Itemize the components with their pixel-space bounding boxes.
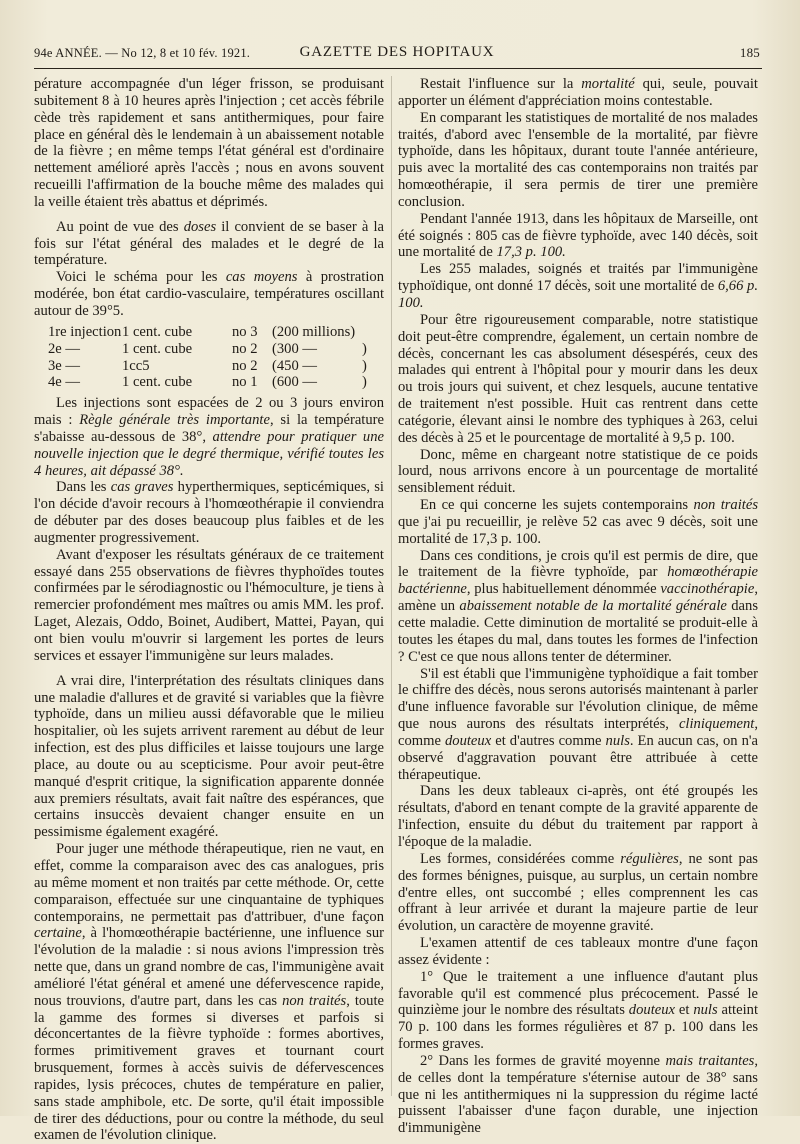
paragraph: L'examen attentif de ces tableaux montre d'une façon assez évidente : [398, 935, 758, 968]
column-divider [391, 76, 392, 1096]
paragraph: Donc, même en chargeant notre statistique de ce poids lourd, nous arrivons encore à un pourcentage de mortalité sensiblement réduit. [398, 446, 758, 497]
header-rule [34, 68, 762, 69]
paragraph: 2° Dans les formes de gravité moyenne mais traitantes, de celles dont la température s'éternise autour de 38° sans que ni les antithermiques ni la suppression du régime lacté puissent l'abaisser d'une façon durable, une injection d'immunigène [398, 1052, 759, 1137]
paragraph: Dans ces conditions, je crois qu'il est permis de dire, que le traitement de la fièvre typhoïde, par homœothérapie bactérienne, plus habituellement dénommée vaccinothérapie, amène un abaissement notable de la mortalité générale dans cette maladie. Cette diminution de mortalité se produit-elle à toutes les étapes du mal, dans toutes les formes de l'infection ? C'est ce que nous allons tenter de déterminer. [398, 547, 758, 665]
paragraph: Pendant l'année 1913, dans les hôpitaux de Marseille, ont été soignés : 805 cas de fièvre typhoïde, avec 140 décès, soit une mortalité de 17,3 p. 100. [398, 210, 758, 261]
table-row: 2e — 1 cent. cube no 2 (300 — ) [48, 340, 367, 357]
right-column [398, 76, 758, 1137]
dose-schema-table [34, 324, 384, 391]
paragraph: Les formes, considérées comme régulières, ne sont pas des formes bénignes, puisque, au surplus, un certain nombre d'entre elles, ont succombé ; elles comprennent les cas offrant à leur arrivée et durant la majeure partie de leur évolution, un caractère de moyenne gravité. [398, 850, 758, 935]
paragraph: Les injections sont espacées de 2 ou 3 jours environ mais : Règle générale très importante, si la température s'abaisse au-dessous de 38°, attendre pour pratiquer une nouvelle injection que le degré thermique, vérifié toutes les 4 heures, ait dépassé 38°. [34, 395, 385, 479]
paragraph: Au point de vue des doses il convient de se baser à la fois sur l'état général des malades et le degré de la température. [34, 218, 384, 269]
paragraph: En comparant les statistiques de mortalité de nos malades traités, d'abord avec l'ensemble de la mortalité, par fièvre typhoïde, dans les hôpitaux, durant toute l'année antérieure, puis avec la mortalité des cas contemporains non traités par homœothérapie, il sera permis de tirer une première conclusion. [398, 109, 758, 210]
paragraph: 1° Que le traitement a une influence d'autant plus favorable qu'il est commencé plus précocement. Passé le quinzième jour le nombre des résultats douteux et nuls atteint 70 p. 100 dans les formes régulières et 87 p. 100 dans les formes graves. [398, 968, 758, 1053]
table-row: 3e — 1cc5 no 2 (450 — ) [48, 357, 367, 374]
paragraph: Les 255 malades, soignés et traités par l'immunigène typhoïdique, ont donné 17 décès, soit une mortalité de 6,66 p. 100. [398, 261, 758, 311]
paragraph: Dans les deux tableaux ci-après, ont été groupés les résultats, d'abord en tenant compte de la gravité apparente de l'infection, ensuite du début du traitement par rapport à l'époque de la maladie. [398, 783, 758, 850]
page-header [34, 42, 760, 66]
paragraph: Avant d'exposer les résultats généraux de ce traitement essayé dans 255 observations de fièvres thyphoïdes toutes confirmées par le sérodiagnostic ou l'hémoculture, je tiens à remercier profondément mes maîtres ou amis MM. les prof. Laget, Alezais, Oddo, Boinet, Audibert, Mattei, Payan, qui ont bien voulu m'ouvrir si largement les portes de leurs services et essayer l'immunigène sur leurs malades. [34, 546, 384, 664]
paragraph: S'il est établi que l'immunigène typhoïdique a fait tomber le chiffre des décès, nous serons autorisés maintenant à parler d'une influence favorable sur l'évolution clinique, de même que nous aurons des résultats interprétés, cliniquement, comme douteux et d'autres comme nuls. En aucun cas, on n'a observé d'aggravation pouvant être attribuée à cette thérapeutique. [398, 665, 758, 783]
paragraph: Restait l'influence sur la mortalité qui, seule, pouvait apporter un élément d'appréciation moins contestable. [398, 76, 758, 109]
journal-title: GAZETTE DES HOPITAUX [299, 44, 495, 60]
page-number: 185 [739, 45, 760, 60]
issue-info: 94e ANNÉE. — No 12, 8 et 10 fév. 1921. [34, 46, 251, 60]
paragraph: Dans les cas graves hyperthermiques, septicémiques, si l'on décide d'avoir recours à l'homœothérapie il conviendra de débuter par des doses beaucoup plus faibles et de les augmenter progressivement. [34, 479, 384, 546]
paragraph: Voici le schéma pour les cas moyens à prostration modérée, bon état cardio-vasculaire, températures oscillant autour de 39°5. [34, 269, 384, 319]
paragraph: A vrai dire, l'interprétation des résultats cliniques dans une maladie d'allures et de gravité si variables que la fièvre typhoïde, dans un milieu aussi défavorable que le milieu hospitalier, où les sujets arrivent rarement au début de leur infection, est des plus difficiles et laisse toujours une large place, au doute ou au scepticisme. Pour avoir peut-être manqué d'esprit critique, la signification apparente donnée aux premiers résultats, avait fait naître des espérances, que certains insuccès devaient changer ensuite en un pessimisme également exagéré. [34, 672, 384, 841]
paragraph: Pour être rigoureusement comparable, notre statistique doit peut-être comprendre, également, un certain nombre de décès, concernant les cas absolument désespérés, ceux des malades qui entrent à l'hôpital pour y mourir dans les deux ou trois jours qui suivent, et chez lesquels, aucune tentative de traitement n'est possible. Huit cas rentrent dans cette catégorie, élevant ainsi le nombre des typhiques à 263, celui des décès à 25 et le pourcentage de mortalité à 9,5 p. 100. [398, 311, 758, 446]
paragraph: pérature accompagnée d'un léger frisson, se produisant subitement 8 à 10 heures après l'injection ; cet accès fébrile cède très rapidement et sans antithermiques, pour faire place en général dès le lendemain à un abaissement notable de la fièvre ; en même temps l'état général est d'ordinaire nettement amélioré après l'accès ; nous en avons souvent recueilli l'affirmation de la bouche même des malades qui la veille étaient très abattus et déprimés. [34, 76, 384, 210]
paragraph: En ce qui concerne les sujets contemporains non traités que j'ai pu recueillir, je relève 52 cas avec 9 décès, soit une mortalité de 17,3 p. 100. [398, 497, 758, 547]
left-column [34, 76, 384, 1144]
paragraph: Pour juger une méthode thérapeutique, rien ne vaut, en effet, comme la comparaison avec des cas analogues, pris au même moment et non traités par cette méthode. Or, cette comparaison, effectuée sur une cinquantaine de typhiques contemporains, ne permettait pas d'attribuer, d'une façon certaine, à l'homœothérapie bactérienne, une influence sur l'évolution de la maladie : si nous avions l'impression très nette que, dans un grand nombre de cas, l'immunigène avait amélioré l'état général et amené une défervescence rapide, nous trouvions, d'autre part, dans les cas non traités, toute la gamme des formes si diverses et parfois si déconcertantes de la fièvre typhoïde : formes abortives, formes primitivement graves et tournant court brusquement, formes à accès suivis de défervescences rapides, lysis précoces, chutes de température en palier, sans stade amphibole, etc. De sorte, qu'il était impossible de tirer des déductions, pour ou contre la méthode, du seul examen de l'évolution clinique. [34, 841, 385, 1144]
table-row: 4e — 1 cent. cube no 1 (600 — ) [48, 374, 367, 391]
table-row: 1re injection 1 cent. cube no 3 (200 millions) [48, 323, 356, 340]
